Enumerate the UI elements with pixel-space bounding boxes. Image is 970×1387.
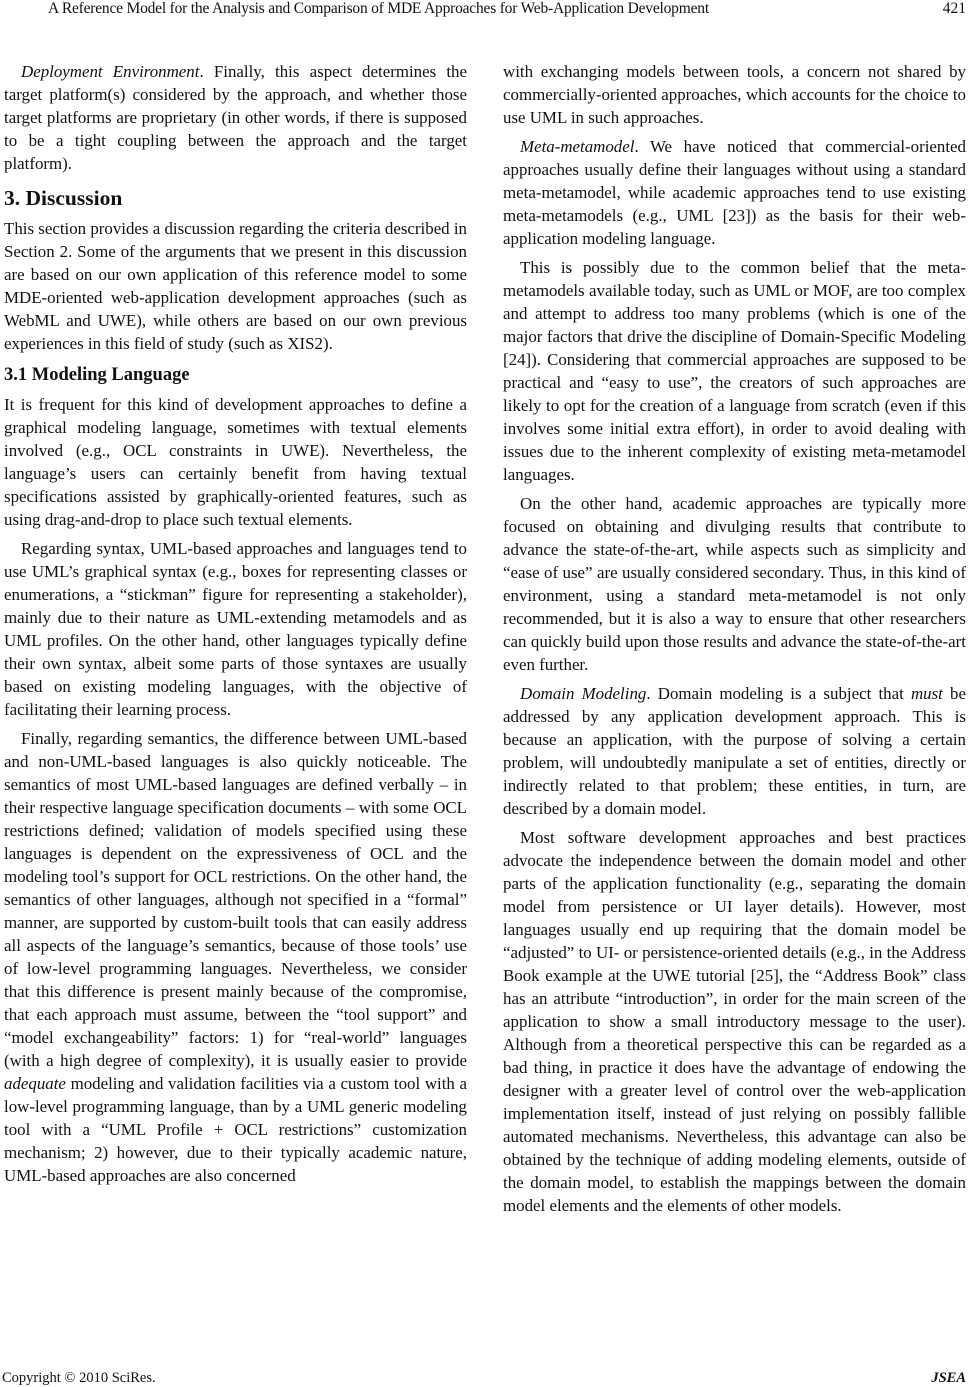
paragraph-deployment-environment: Deployment Environment. Finally, this aspect determines the target platform(s) considered by the approach, and whether those target platforms are proprietary (in other words, if there is supposed to be a tight coupling between the approach and the target platform).: [4, 62, 467, 173]
right-column: [503, 60, 966, 1217]
paragraph-academic-approaches: On the other hand, academic approaches are typically more focused on obtaining and divulging results that contribute to advance the state-of-the-art, while aspects such as simplicity and “ease of use” are usually considered secondary. Thus, in this kind of environment, using a standard meta-metamodel is not only recommended, but it is also a way to ensure that other researchers can quickly build upon those results and advance the state-of-the-art even further.: [503, 494, 966, 674]
subsection-heading-modeling-language: 3.1 Modeling Language: [4, 365, 190, 385]
paragraph-discussion-intro: This section provides a discussion regarding the criteria described in Section 2. Some of the arguments that we present in this discussion are based on our own application of this reference model to some MDE-oriented web-application development approaches (such as WebML and UWE), while others are based on our own previous experiences in this field of study (such as XIS2).: [4, 219, 467, 353]
paragraph-continuation: with exchanging models between tools, a concern not shared by commercially-oriented approaches, which accounts for the choice to use UML in such approaches.: [503, 62, 966, 127]
emphasis: adequate: [4, 1074, 66, 1093]
running-header: [0, 0, 970, 24]
page-number: 421: [942, 0, 966, 17]
copyright-notice: Copyright © 2010 SciRes.: [2, 1370, 156, 1386]
run-in-heading: Deployment Environment: [21, 62, 200, 81]
emphasis: must: [910, 684, 943, 703]
journal-abbreviation: JSEA: [931, 1370, 966, 1386]
paragraph-best-practices: Most software development approaches and best practices advocate the independence between the domain model and other parts of the application functionality (e.g., separating the domain model from persistence or UI layer details). However, most languages usually end up requiring that the domain model be “adjusted” to UI- or persistence-oriented details (e.g., in the Address Book example at the UWE tutorial [25], the “Address Book” class has an attribute “introduction”, in order for the main screen of the application to show a small introductory message to the user). Although from a theoretical perspective this can be regarded as a bad thing, in practice it does have the advantage of endowing the designer with a greater level of control over the web-application implementation itself, instead of just relying on possibly fallible automated mechanisms. Nevertheless, this advantage can also be obtained by the technique of adding modeling elements, outside of the domain model, to establish the mappings between the domain model elements and the elements of other models.: [503, 828, 966, 1215]
paragraph-meta-metamodel: Meta-metamodel. We have noticed that commercial-oriented approaches usually define their languages without using a standard meta-metamodel, while academic approaches tend to use existing meta-metamodels (e.g., UML [23]) as the basis for their web-application modeling language.: [503, 137, 966, 248]
paragraph-semantics: Finally, regarding semantics, the difference between UML-based and non-UML-based languages is also quickly noticeable. The semantics of most UML-based languages are defined verbally – in their respective language specification documents – with some OCL restrictions defined; validation of models specified using these languages is dependent on the expressiveness of OCL and the modeling tool’s support for OCL restrictions. On the other hand, the semantics of other languages, although not specified in a “formal” manner, are supported by custom-built tools that can easily address all aspects of the language’s semantics, because of those tools’ use of low-level programming languages. Nevertheless, we consider that this difference is present mainly because of the compromise, that each approach must assume, between the “tool support” and “model exchangeability” factors: 1) for “real-world” languages (with a high degree of complexity), it is usually easier to provide adequate modeling and validation facilities via a custom tool with a low-level programming language, than by a UML generic modeling tool with a “UML Profile + OCL restrictions” customization mechanism; 2) however, due to their typically academic nature, UML-based approaches are also concerned: [4, 729, 467, 1185]
paragraph-modeling-language: It is frequent for this kind of development approaches to define a graphical modeling language, sometimes with textual elements involved (e.g., OCL constraints in UWE). Nevertheless, the language’s users can certainly benefit from having textual specifications assisted by graphically-oriented features, such as using drag-and-drop to place such textual elements.: [4, 395, 467, 529]
left-column: [4, 60, 467, 1187]
running-title: A Reference Model for the Analysis and Comparison of MDE Approaches for Web-Application Development: [48, 0, 709, 17]
run-in-heading: Meta-metamodel: [520, 137, 635, 156]
section-heading-discussion: 3. Discussion: [4, 186, 123, 210]
run-in-heading: Domain Modeling: [520, 684, 647, 703]
paragraph-domain-modeling: Domain Modeling. Domain modeling is a subject that must be addressed by any application development approach. This is because an application, with the purpose of solving a certain problem, will undoubtedly manipulate a set of entities, directly or indirectly related to that problem; these entities, in turn, are described by a domain model.: [503, 684, 966, 818]
paragraph-syntax: Regarding syntax, UML-based approaches and languages tend to use UML’s graphical syntax (e.g., boxes for representing classes or enumerations, a “stickman” figure for representing a stakeholder), mainly due to their nature as UML-extending metamodels and as UML profiles. On the other hand, other languages typically define their own syntax, albeit some parts of those syntaxes are usually based on existing modeling languages, with the objective of facilitating their learning process.: [4, 539, 467, 719]
paragraph-common-belief: This is possibly due to the common belief that the meta-metamodels available today, such as UML or MOF, are too complex and attempt to address too many problems (which is one of the major factors that drive the discipline of Domain-Specific Modeling [24]). Considering that commercial approaches are supposed to be practical and “easy to use”, the creators of such approaches are likely to opt for the creation of a language from scratch (even if this involves some initial extra effort), in order to avoid dealing with issues due to the inherent complexity of existing meta-metamodel languages.: [503, 258, 966, 484]
